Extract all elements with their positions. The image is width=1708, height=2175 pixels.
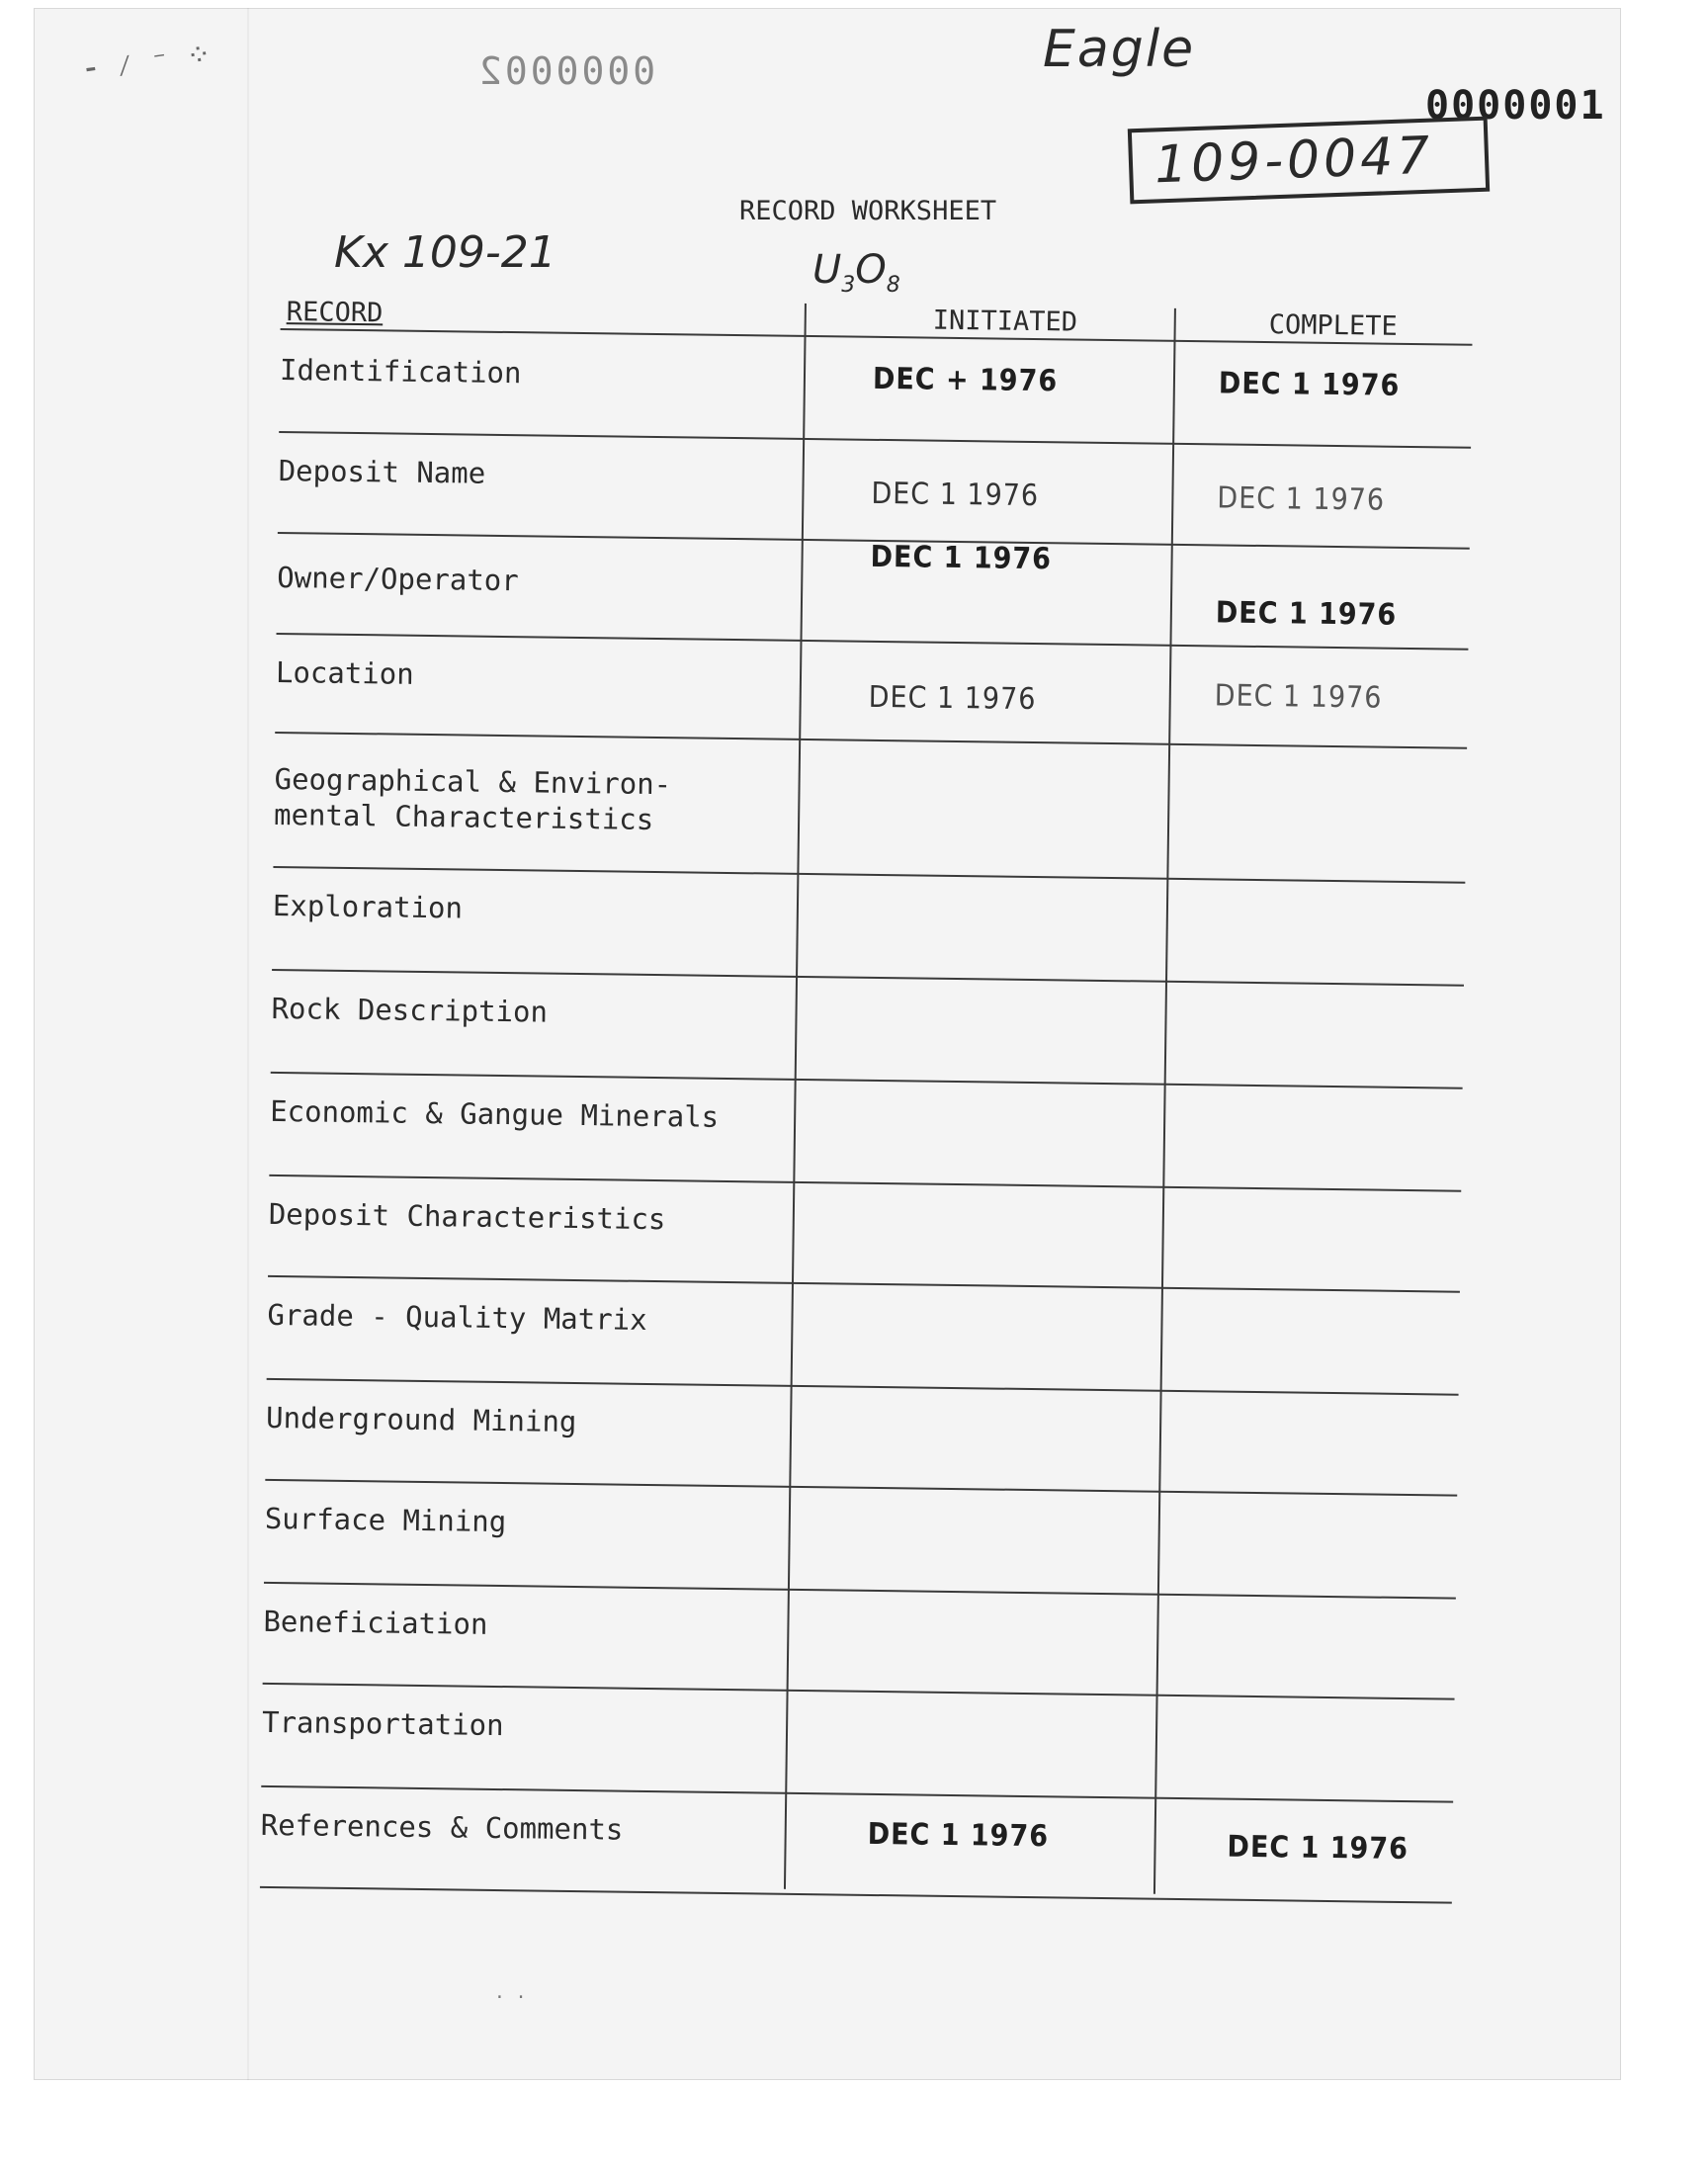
row-label: Deposit Name [278, 453, 486, 490]
paper-fold [247, 8, 249, 2080]
paper-specks: · · [494, 1987, 527, 2008]
table-row [277, 534, 1470, 651]
row-label: Geographical & Environ- mental Characteristics [273, 761, 672, 836]
table-row [268, 1176, 1461, 1293]
initiated-date-stamp: DEC 1 1976 [870, 539, 1053, 577]
row-label: Beneficiation [263, 1604, 488, 1641]
table-row [279, 332, 1472, 449]
complete-date-stamp: DEC 1 1976 [1227, 1829, 1409, 1868]
bleed-through-number: 0000002 [476, 49, 656, 93]
table-row [267, 1277, 1460, 1396]
kx-number: Kx 109-21 [334, 227, 556, 278]
row-label: Exploration [272, 888, 464, 925]
table-row [275, 635, 1468, 749]
commodity-formula: $U_3O_8$ [812, 247, 900, 298]
complete-date-stamp: DEC 1 1976 [1218, 366, 1401, 403]
record-table [260, 297, 1473, 1898]
row-label: References & Comments [260, 1807, 624, 1847]
table-row [271, 971, 1464, 1089]
table-row [269, 1074, 1462, 1192]
row-label: Grade - Quality Matrix [267, 1297, 647, 1337]
table-row [273, 734, 1467, 884]
table-row [265, 1380, 1458, 1497]
file-number: 109-0047 [1153, 126, 1435, 196]
file-number-box [1128, 117, 1490, 205]
row-label: Owner/Operator [277, 560, 519, 598]
row-label: Deposit Characteristics [268, 1196, 666, 1237]
handwritten-title: Eagle [1043, 20, 1196, 79]
column-header-complete: COMPLETE [1268, 309, 1398, 342]
table-row [263, 1584, 1456, 1700]
initiated-date-stamp: DEC 1 1976 [871, 476, 1040, 514]
worksheet-title: RECORD WORKSHEET [739, 196, 997, 226]
table-row [260, 1787, 1453, 1904]
complete-date-stamp: DEC 1 1976 [1215, 595, 1398, 633]
initiated-date-stamp: DEC 1 1976 [867, 1816, 1050, 1855]
table-row [261, 1685, 1454, 1803]
row-label: Underground Mining [265, 1400, 577, 1439]
complete-date-stamp: DEC 1 1976 [1214, 678, 1383, 716]
corner-marks: ⁃ ⁄ ⁻ ⁘ [81, 37, 214, 89]
page-number: 0000001 [1425, 83, 1606, 129]
row-label: Economic & Gangue Minerals [269, 1093, 720, 1134]
row-label: Location [275, 654, 414, 691]
row-label: Surface Mining [264, 1501, 507, 1539]
column-header-initiated: INITIATED [932, 304, 1078, 338]
table-row [278, 433, 1471, 550]
table-row [272, 868, 1465, 987]
column-header-record: RECORD [286, 297, 384, 329]
row-label: Identification [279, 352, 522, 391]
table-row [264, 1481, 1457, 1600]
complete-date-stamp: DEC 1 1976 [1217, 480, 1386, 518]
row-label: Transportation [261, 1704, 504, 1743]
initiated-date-stamp: DEC + 1976 [872, 361, 1059, 399]
initiated-date-stamp: DEC 1 1976 [868, 679, 1037, 718]
row-label: Rock Description [271, 991, 549, 1029]
